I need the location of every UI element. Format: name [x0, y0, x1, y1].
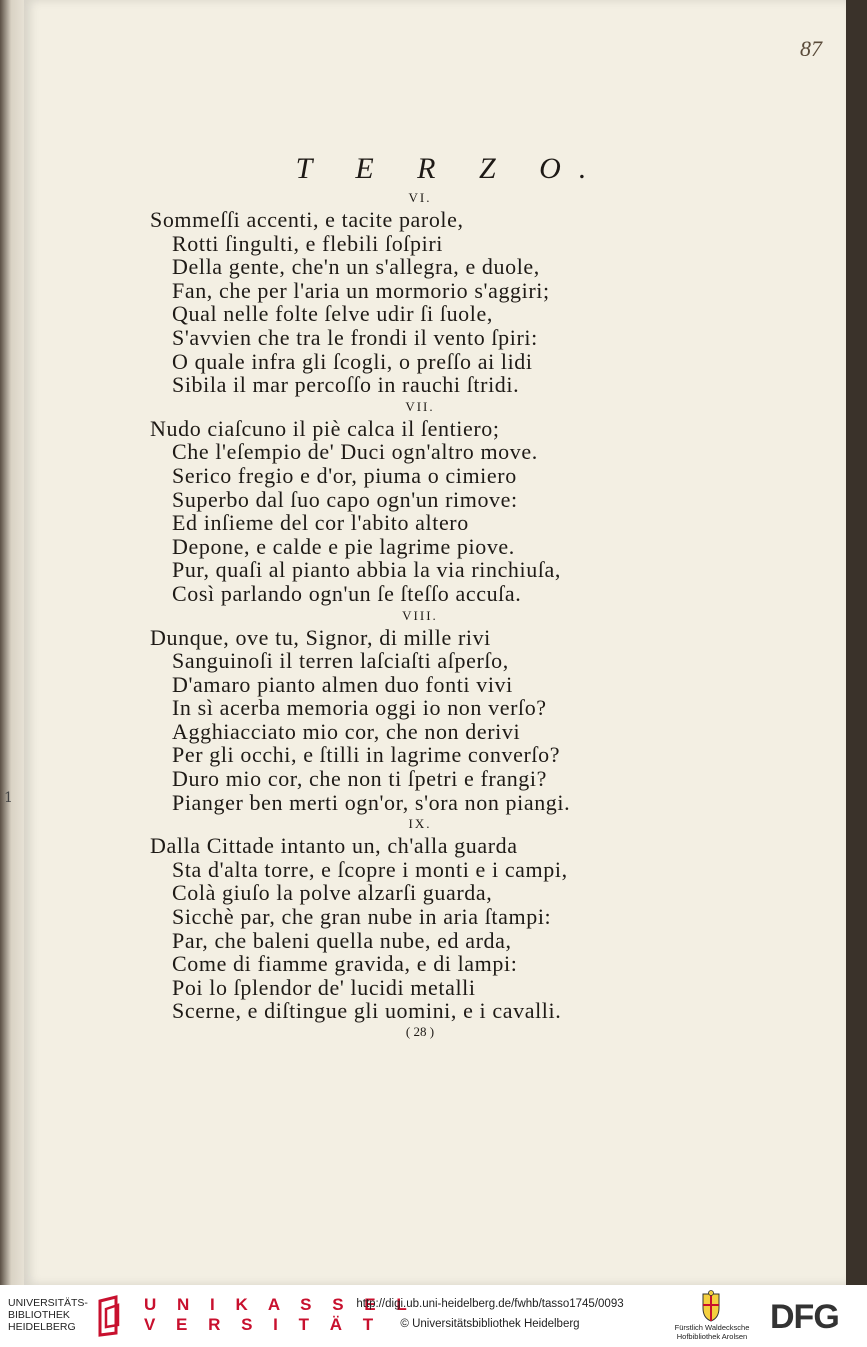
verse-line: Pur, quaſi al pianto abbia la via rinchiuſa, — [172, 557, 562, 583]
arolsen-line: Fürstlich Waldecksche — [674, 1323, 750, 1332]
verse-line: Sommeſſi accenti, e tacite parole, — [150, 207, 464, 232]
verse-line: Colà giuſo la polve alzarſi guarda, — [172, 880, 493, 906]
stanza-number: VI. — [408, 190, 432, 205]
verse-line: Qual nelle folte ſelve udir ſi ſuole, — [172, 301, 493, 327]
kassel-line-1: U N I K A S S E L — [144, 1295, 415, 1314]
verse-line: Dunque, ove tu, Signor, di mille rivi — [150, 624, 491, 650]
verse-line: Rotti ſingulti, e flebili ſoſpiri — [172, 230, 443, 256]
verse-line: Duro mio cor, che non ti ſpetri e frangi? — [172, 766, 547, 792]
uni-line: BIBLIOTHEK — [8, 1309, 70, 1321]
verse-line: Depone, e calde e pie lagrime piove. — [172, 533, 515, 559]
uni-line: HEIDELBERG — [8, 1321, 76, 1333]
margin-mark: 1 — [4, 790, 13, 806]
verse-line: O quale infra gli ſcogli, o preſſo ai lidi — [172, 348, 533, 374]
stanza-number: VII. — [405, 398, 435, 414]
uni-line: UNIVERSITÄTS- — [8, 1297, 88, 1309]
verse-line: Nudo ciaſcuno il piè calca il ſentiero; — [150, 415, 500, 441]
verse-line: Pianger ben merti ogn'or, s'ora non piangi. — [172, 789, 571, 815]
heidelberg-library-logo-text[interactable] — [8, 1297, 88, 1333]
arolsen-crest-icon — [697, 1290, 725, 1322]
verse-line: Agghiacciato mio cor, che non derivi — [172, 718, 521, 744]
verse-line: Sanguinoſi il terren laſciaſti aſperſo, — [172, 648, 509, 674]
verse-line: Serico fregio e d'or, piuma o cimiero — [172, 462, 517, 488]
kassel-line-2: V E R S I T Ä T — [144, 1315, 382, 1334]
verse-line: Sta d'alta torre, e ſcopre i monti e i campi, — [172, 856, 568, 882]
verse-line: Sibila il mar percoſſo in rauchi ſtridi. — [172, 372, 520, 398]
verse-line: Come di fiamme gravida, e di lampi: — [172, 951, 518, 977]
stanza-number: IX. — [408, 816, 432, 832]
verse-line: Sicchè par, che gran nube in aria ſtampi: — [172, 904, 552, 930]
verse-line: Per gli occhi, e ſtilli in lagrime converſo? — [172, 742, 561, 768]
permalink-url[interactable]: http://digi.ub.uni-heidelberg.de/fwhb/tasso1745/0093 — [356, 1298, 624, 1310]
verse-line: S'avvien che tra le frondi il vento ſpiri: — [172, 324, 538, 350]
folio-handwritten: 87 — [800, 36, 822, 61]
verse-line: Superbo dal ſuo capo ogn'un rimove: — [172, 486, 518, 512]
heidelberg-logo-icon[interactable] — [96, 1295, 124, 1337]
verse-line: Fan, che per l'aria un mormorio s'aggiri; — [172, 277, 550, 303]
running-head: T E R Z O. — [295, 152, 605, 185]
verse-line: Dalla Cittade intanto un, ch'alla guarda — [150, 833, 518, 859]
verse-line: Scerne, e diſtingue gli uomini, e i cavalli. — [172, 998, 562, 1024]
arolsen-line: Hofbibliothek Arolsen — [676, 1331, 748, 1341]
verse-line: Così parlando ogn'un ſe ſteſſo accuſa. — [172, 580, 522, 606]
verse-line: Poi lo ſplendor de' lucidi metalli — [172, 974, 476, 1000]
verse-line: Par, che baleni quella nube, ed arda, — [172, 927, 512, 953]
stanza-number: VIII. — [402, 607, 438, 623]
dfg-logo[interactable]: DFG — [770, 1298, 839, 1336]
verse-line: In sì acerba memoria oggi io non verſo? — [172, 695, 547, 721]
verse-line: Che l'eſempio de' Duci ogn'altro move. — [172, 439, 538, 465]
book-page — [24, 0, 846, 1285]
poem-text — [150, 188, 710, 1041]
copyright-text: © Universitätsbibliothek Heidelberg — [400, 1318, 580, 1330]
verse-line: Ed inſieme del cor l'abito altero — [172, 510, 469, 536]
verse-line: Della gente, che'n un s'allegra, e duole, — [172, 254, 540, 280]
arolsen-library-text[interactable] — [660, 1324, 764, 1341]
page-number: ( 28 ) — [405, 1024, 435, 1039]
verse-line: D'amaro pianto almen duo fonti vivi — [172, 671, 513, 697]
